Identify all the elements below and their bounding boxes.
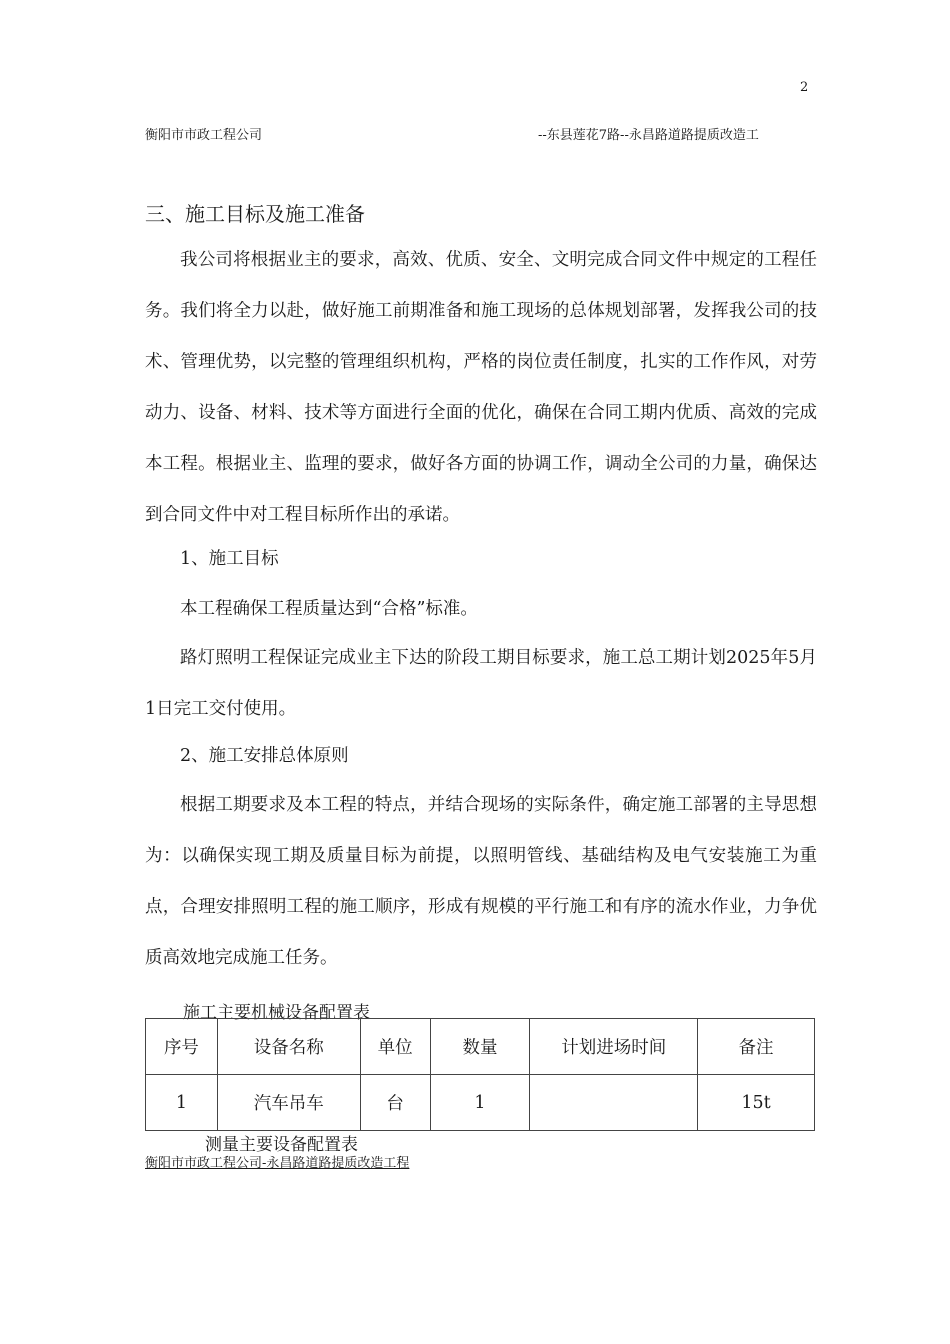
col-header-entry-time: 计划进场时间 <box>530 1019 698 1075</box>
intro-paragraph: 我公司将根据业主的要求，高效、优质、安全、文明完成合同文件中规定的工程任务。我们将全力以赴，做好施工前期准备和施工现场的总体规划部署，发挥我公司的技术、管理优势，以完整的管理组织机构，严格的岗位责任制度，扎实的工作作风，对劳动力、设备、材料、技术等方面进行全面的优化，确保在合同工期内优质、高效的完成本工程。根据业主、监理的要求，做好各方面的协调工作，调动全公司的力量，确保达到合同文件中对工程目标所作出的承诺。 <box>145 250 817 525</box>
col-header-remarks: 备注 <box>698 1019 815 1075</box>
col-header-quantity: 数量 <box>430 1019 530 1075</box>
principle-paragraph: 根据工期要求及本工程的特点，并结合现场的实际条件，确定施工部署的主导思想为：以确保实现工期及质量目标为前提，以照明管线、基础结构及电气安装施工为重点，合理安排照明工程的施工顺序，形成有规模的平行施工和有序的流水作业，力争优质高效地完成施工任务。 <box>145 795 817 968</box>
page-footer: 衡阳市市政工程公司-永昌路道路提质改造工程 <box>145 1156 410 1171</box>
table-row <box>146 1075 815 1131</box>
table-header-row <box>146 1019 815 1075</box>
header-project: --东县莲花7路--永昌路道路提质改造工 <box>538 128 759 143</box>
survey-table-caption: 测量主要设备配置表 <box>205 1135 358 1155</box>
subsection-goal-heading: 1、施工目标 <box>180 549 279 569</box>
cell-remarks: 15t <box>698 1075 815 1131</box>
cell-equipment: 汽车吊车 <box>217 1075 360 1131</box>
goal-schedule-paragraph: 路灯照明工程保证完成业主下达的阶段工期目标要求，施工总工期计划2025年5月1日完工交付使用。 <box>145 648 817 719</box>
goal-quality-text: 本工程确保工程质量达到“合格”标准。 <box>180 599 478 619</box>
cell-unit: 台 <box>360 1075 430 1131</box>
subsection-principle-heading: 2、施工安排总体原则 <box>180 746 349 766</box>
cell-entry-time <box>530 1075 698 1131</box>
cell-quantity: 1 <box>430 1075 530 1131</box>
col-header-index: 序号 <box>146 1019 218 1075</box>
col-header-unit: 单位 <box>360 1019 430 1075</box>
col-header-equipment: 设备名称 <box>217 1019 360 1075</box>
machinery-table-caption: 施工主要机械设备配置表 <box>183 1003 370 1023</box>
header-company: 衡阳市市政工程公司 <box>145 128 263 143</box>
page-number: 2 <box>800 80 809 95</box>
cell-index: 1 <box>146 1075 218 1131</box>
section-title: 三、施工目标及施工准备 <box>145 202 365 226</box>
machinery-table <box>145 1018 815 1131</box>
